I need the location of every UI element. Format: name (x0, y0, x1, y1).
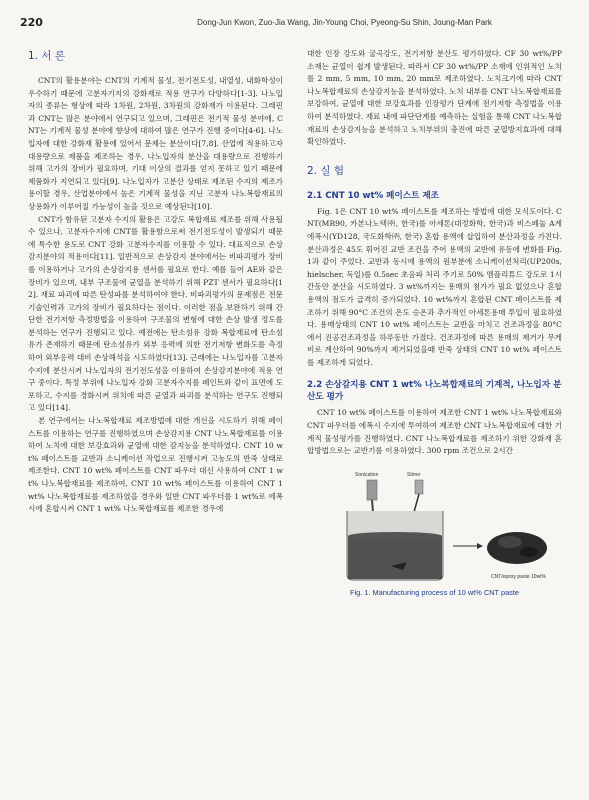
right-column (307, 48, 562, 596)
sonicator-horn-icon (367, 480, 377, 500)
left-column (28, 48, 283, 516)
section-heading-introduction: 1. 서 론 (28, 50, 65, 62)
figure-label-paste: CNT/epoxy paste 10wt% (491, 573, 547, 580)
page-number: 220 (20, 15, 43, 29)
subsection-heading-2-2: 2.2 손상감지용 CNT 1 wt% 나노복합재료의 기계적, 나노입자 분산도 평가 (307, 380, 562, 403)
figure-label-sonication: Sonication (355, 471, 379, 478)
figure-caption: Fig. 1. Manufacturing process of 10 wt% CNT paste (349, 587, 520, 597)
paragraph: CNT 10 wt% 페이스트를 이용하여 제조한 CNT 1 wt% 나노복합재료와 CNT 파우더를 에폭시 수지에 투여하여 제조한 CNT 나노복합재료에 대한 기계적 물성평가를 진행하였다. CNT 나노복합재료를 제조하기 위한 강화재 혼합방법으로는 교반기를 이용하였다. 300 rpm 조건으로 2시간 (307, 408, 562, 456)
stirrer-motor-icon (415, 480, 423, 494)
paragraph: CNT가 함유된 고분자 수지의 활용은 고강도 복합재료 제조를 위해 사용될 수 있으나, 고분자수지에 CNT를 활용함으로써 전기전도성이 발생되기 때문에 특수한 용도로 CNT 강화 고분자수지를 이용할 수 있다. 대표적으로 손상감지분야의 적용이다[11]. 일반적으로 손상감지 분야에서는 비파괴평가 장비를 이용하거나 고가의 손상감지용 센서를 필요로 한다. 예를 들어 AE와 같은 장비가 있으며, 내부 구조물에 균열을 분석하기 위해 PZT 센서가 필요하다[12]. 재료 파괴에 따른 탄성파를 분석하여야 한다. 비파괴평가의 문제점은 전문기술인력과 고가의 장비가 필요하다는 점이다. 이러한 점을 보완하기 위해 간단한 전기저항 측정방법을 이용하여 구조물의 변형에 대한 손상 발생 정도를 분석하는 연구가 진행되고 있다. 예전에는 탄소섬유 강화 복합재료에 탄소섬유가 존재하기 때문에 탄소섬유가 외부 응력에 의한 전기저항 변화도를 측정하여 외부응력 대비 손상해석을 시도하였다[13]. 근래에는 나노입자를 고분자수지에 분산시켜 나노입자의 전기전도성을 이용하여 손상감지분야에 적용 연구 중이다. 특정 부위에 나노입자 강화 고분자수지를 페인트와 같이 표면에 도포하고, 수지를 경화시켜 위치에 따른 균열과 파괴를 분석하는 연구도 진행되고 있다[14]. (28, 214, 283, 413)
subsection-heading-2-1: 2.1 CNT 10 wt% 페이스트 제조 (307, 190, 439, 201)
paragraph: 본 연구에서는 나노복합재료 제조방법에 대한 개선을 시도하기 위해 페이스트를 이용하는 연구를 진행하였으며 손상감지용 CNT 나노복합재료를 이용하여 노치에 대한 보강효과와 균열에 대한 감지능을 분석하였다. CNT 10 wt% 페이스트를 교반과 소니케이션 작업으로 진행시켜 고농도의 반죽 상태로 제조한다. CNT 10 wt% 페이스트를 CNT 파우더 대신 사용하여 CNT 1 wt% 나노복합재료를 제조하여, CNT 10 wt% 페이스트를 이용하여 CNT 1 wt% 나노복합재료를 제조하였을 경우와 일반 CNT 파우더를 1 wt%로 에폭시에 혼합시켜 CNT 1 wt% 나노복합재료를 제조한 경우에 (28, 416, 283, 514)
paragraph: CNT의 활용분야는 CNT의 기계적 물성, 전기전도성, 내열성, 내화학성이 우수하기 때문에 고분자기지의 강화재로 적용 연구가 다양하다[1-3]. 나노입자의 종류는 형상에 따라 1차원, 2차원, 3차원의 강화재가 이용된다. 그래핀과 CNT는 많은 분야에서 연구되고 있으며, 그래핀은 전기적 물성 분야에, CNT는 기계적 물성 분야에 향상에 대하여 많은 연구가 진행 중이다[4-6]. 나노입자에 대한 강화재 활용에 있어서 문제는 분산이다[7,8]. 산업에 적용하고자 대용량으로 제품을 제조하는 경우, 나노입자의 분산을 대용량으로 진행하기 위해 고가의 장비가 필요하며, 기대 이상의 결과를 얻지 못하고 있기 때문에 제품화가 지연되고 있다[9]. 나노입자가 고분산 상태로 제조된 수지의 제조가 용이할 경우, 산업분야에서 높은 기계적 물성을 지닌 고분자 나노복합재료의 상용화가 이루어질 가능성이 높을 것으로 예상된다[10]. (28, 76, 283, 211)
page-header (20, 12, 569, 32)
figure-1 (307, 466, 562, 596)
cnt-solution-icon (348, 536, 442, 579)
section-heading-experiment: 2. 실 험 (307, 164, 344, 177)
solution-surface-icon (348, 532, 442, 540)
paragraph: Fig. 1은 CNT 10 wt% 페이스트를 제조하는 방법에 대한 모식도이다. CNT(MR90, 카본나노텍㈜, 한국)를 아세톤(대정화학, 한국)과 비스페놀 A계 에폭시(YD128, 국도화학㈜, 한국) 혼합 용액에 삽입하여 분산과정을 가진다. 분산과정은 45도 휘어진 교반 조건을 주어 용액의 교반에 유동에 변화를 Fig. 1과 같이 주었다. 교반과 동시에 용액의 원부분에 소니케이션처리(UP200s, hielscher, 독일)를 0.5sec 초음파 처리 주기로 50% 앰플리튜드 강도로 1시간동안 분산을 시도하였다. 3 wt%까지는 용매의 첨가가 필요 없었으나 혼합용액의 점도가 급격히 증가되었다. 10 wt%까지 혼합된 CNT 페이스트를 제조하기 위해 90°C 조건의 온도 승온과 추가적인 아세톤용매 투입이 필요하였다. 용매상태의 CNT 10 wt% 페이스트는 교반을 마치고 건조과정을 80°C에서 진공건조과정을 하루동안 가졌다. 건조과정에 따른 용매의 제거가 무게비로 계산하여 90%까지 제거되었을때 반죽 상태의 CNT 10 wt% 페이스트를 제조하게 되었다. (307, 206, 562, 367)
paragraph: 대한 인장 강도와 굴곡강도, 전기저항 분산도 평가하였다. CF 30 wt%/PP 소재는 균열이 쉽게 발생된다. 따라서 CF 30 wt%/PP 소재에 인위적인 노치를 2 mm, 5 mm, 10 mm, 20 mm로 제조하였다. 노치크기에 따라 CNT 나노복합재료의 손상감지능을 분석하였다. 노치 내부를 CNT 나노복합재료를 보강하여, 균열에 대한 보강효과를 인장평가 단계에 전기저항 측정법을 이용하여 분석하였다. 재료 내에 파단단계를 예측하는 실험을 통해 CNT 나노복합재료의 손상감지능을 분석하고 노치부위의 충진에 따른 균열방지효과에 대해 확인하였다. (307, 49, 562, 147)
running-head-authors: Dong-Jun Kwon, Zuo-Jia Wang, Jin-Young Choi, Pyeong-Su Shin, Joung-Man Park (197, 17, 492, 27)
figure-1-illustration (307, 466, 562, 584)
cnt-paste-icon (487, 532, 547, 564)
figure-label-stirrer: Stirrer (407, 471, 421, 478)
